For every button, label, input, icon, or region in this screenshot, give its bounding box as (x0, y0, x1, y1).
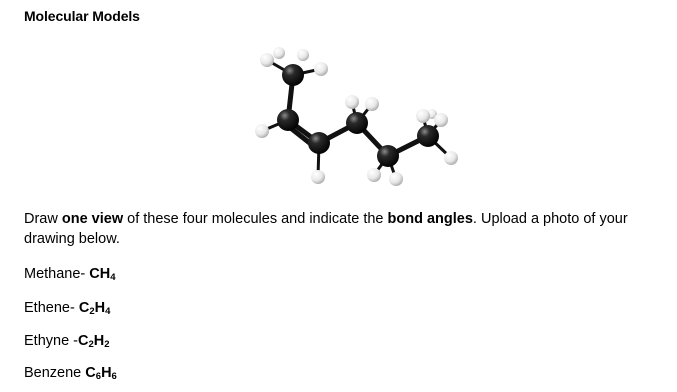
molecule-item-methane (24, 266, 116, 283)
molecule-item-ethene (24, 300, 110, 317)
instructions-text-2: of these four molecules and indicate the (123, 211, 388, 227)
molecule-formula: $C_6H_6$ (85, 365, 117, 382)
molecule-formula: $C_2H_4$ (78, 300, 111, 317)
molecule-name: Ethene- (24, 300, 79, 316)
instructions-emphasis-one-view: one view (61, 211, 124, 227)
instructions-emphasis-bond-angles: bond angles (387, 211, 473, 227)
ball-and-stick-hexene-molecule-icon (240, 42, 470, 192)
instructions (24, 209, 664, 249)
molecule-name: Methane- (24, 266, 90, 282)
molecule-formula: $C_2H_2$ (78, 333, 110, 350)
instructions-text-3: . Upload a photo of your drawing below. (24, 211, 628, 247)
instructions-text-1: Draw (24, 211, 62, 227)
molecule-name: Ethyne - (24, 333, 78, 349)
molecule-item-ethyne (24, 333, 110, 350)
page-title: Molecular Models (24, 8, 140, 24)
molecule-item-benzene (24, 365, 117, 382)
molecule-name: Benzene (24, 365, 86, 381)
molecule-formula: $CH_4$ (89, 266, 116, 283)
